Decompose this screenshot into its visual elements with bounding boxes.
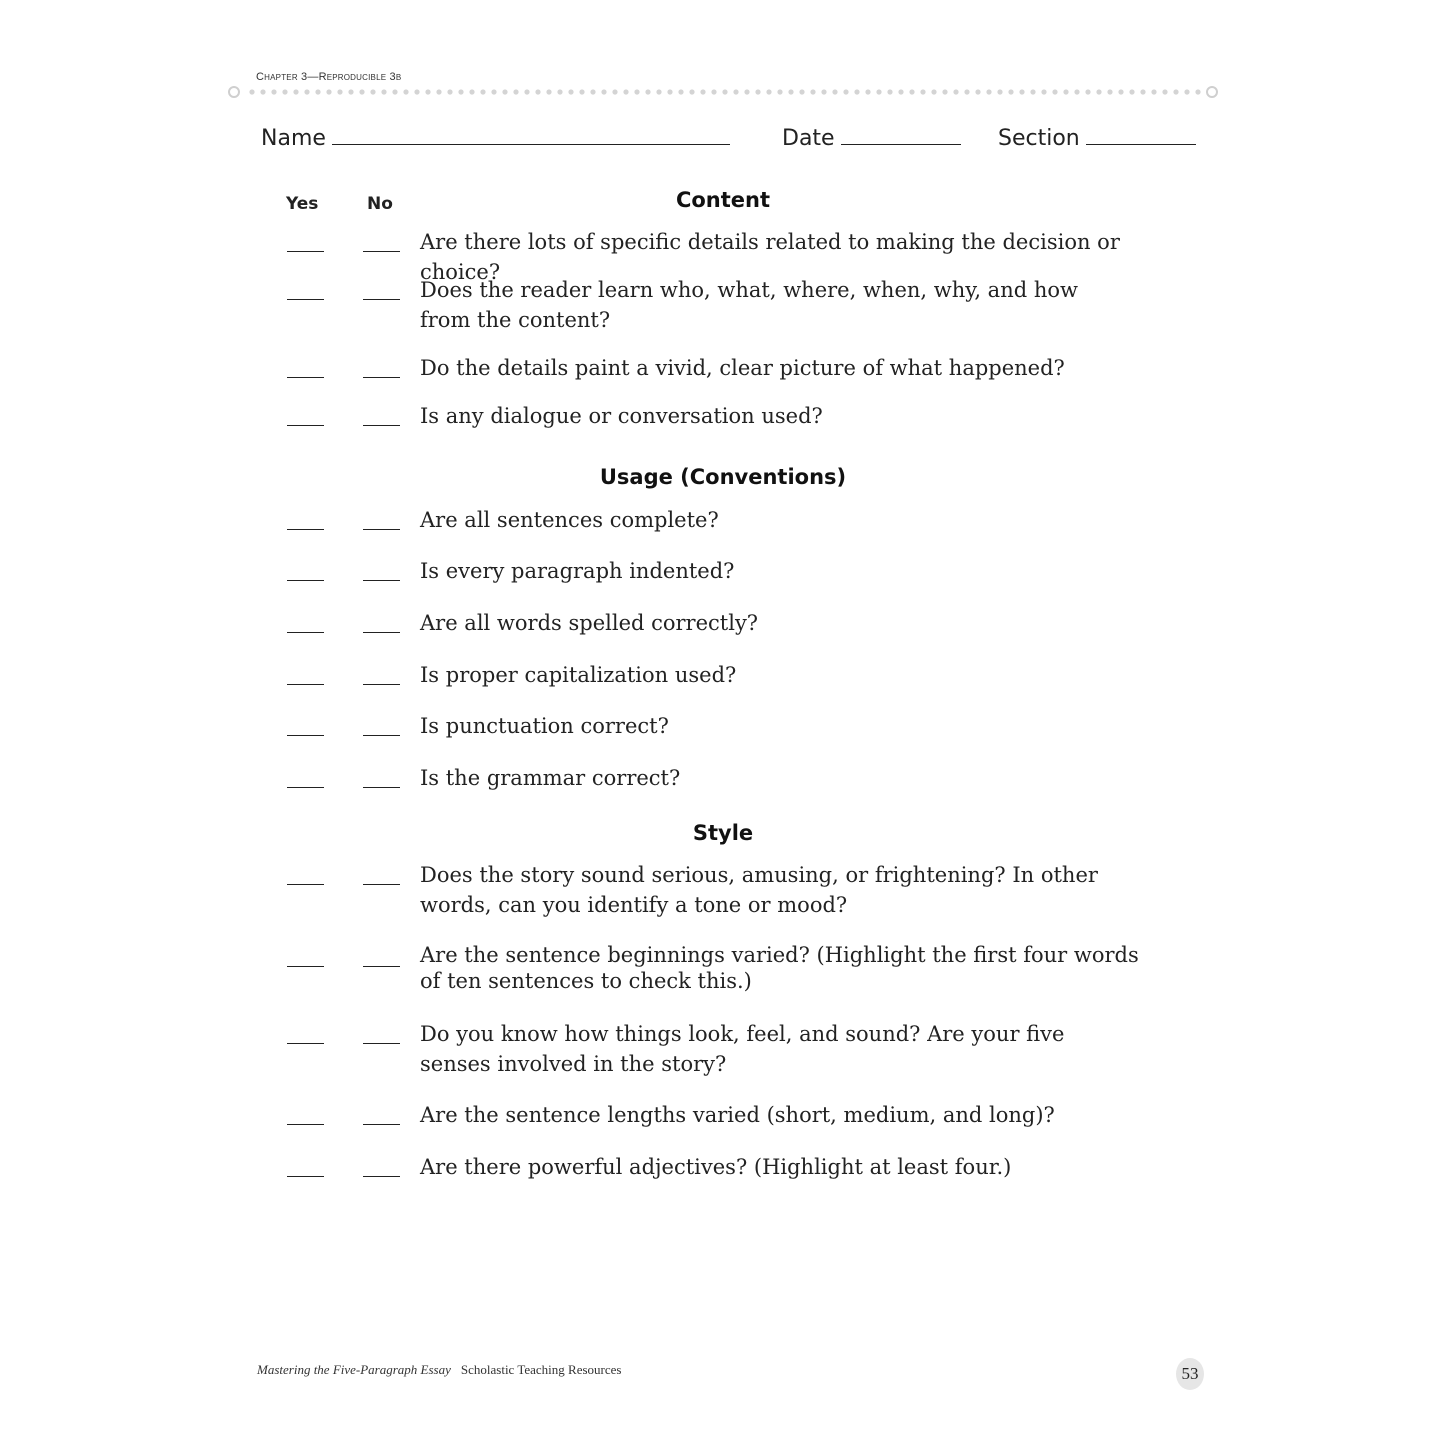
border-dot: [249, 89, 254, 94]
border-dot: [645, 89, 650, 94]
border-dot: [436, 89, 441, 94]
no-blank[interactable]: [363, 884, 400, 885]
no-blank[interactable]: [363, 735, 400, 736]
border-dot: [1162, 89, 1167, 94]
border-dot: [909, 89, 914, 94]
border-dot: [964, 89, 969, 94]
border-dot: [392, 89, 397, 94]
border-dot: [1008, 89, 1013, 94]
border-dot: [799, 89, 804, 94]
border-dot: [986, 89, 991, 94]
no-blank[interactable]: [363, 1176, 400, 1177]
question-text: Are there lots of specific details related to making the decision or choice?: [420, 230, 1120, 284]
border-dot: [480, 89, 485, 94]
section-field[interactable]: [998, 124, 1196, 151]
border-dot: [1173, 89, 1178, 94]
border-dot: [1030, 89, 1035, 94]
no-blank[interactable]: [363, 1043, 400, 1044]
border-dot: [557, 89, 562, 94]
border-dot: [1074, 89, 1079, 94]
border-dot: [1063, 89, 1068, 94]
border-dot: [843, 89, 848, 94]
border-dot: [975, 89, 980, 94]
border-dot: [337, 89, 342, 94]
border-dot: [931, 89, 936, 94]
border-dot: [700, 89, 705, 94]
border-dot: [535, 89, 540, 94]
style-section-title: Style: [692, 821, 754, 845]
border-dot: [293, 89, 298, 94]
content-section-title: Content: [675, 188, 771, 212]
border-dot: [920, 89, 925, 94]
border-dot: [997, 89, 1002, 94]
border-dot: [711, 89, 716, 94]
yes-blank[interactable]: [287, 1176, 324, 1177]
border-dot: [469, 89, 474, 94]
border-dot: [876, 89, 881, 94]
yes-blank[interactable]: [287, 580, 324, 581]
question-text: Are there powerful adjectives? (Highlight at least four.): [420, 1155, 1012, 1179]
yes-blank[interactable]: [287, 251, 324, 252]
yes-blank[interactable]: [287, 735, 324, 736]
border-dot: [414, 89, 419, 94]
border-dot: [326, 89, 331, 94]
border-dot: [381, 89, 386, 94]
border-dot: [403, 89, 408, 94]
border-dot: [348, 89, 353, 94]
yes-blank[interactable]: [287, 425, 324, 426]
border-dot: [568, 89, 573, 94]
yes-blank[interactable]: [287, 684, 324, 685]
border-dot: [524, 89, 529, 94]
chapter-label: Chapter 3—Reproducible 3b: [256, 71, 402, 83]
date-label: Date: [782, 126, 835, 151]
border-dot: [1085, 89, 1090, 94]
yes-blank[interactable]: [287, 529, 324, 530]
question-text: Are the sentence beginnings varied? (Highlight the first four words of ten sentences to check this.): [420, 943, 1139, 993]
section-blank[interactable]: [1086, 124, 1196, 145]
border-dot: [502, 89, 507, 94]
border-dot: [623, 89, 628, 94]
border-dot: [304, 89, 309, 94]
border-dot: [370, 89, 375, 94]
section-label: Section: [998, 126, 1080, 151]
border-dot: [854, 89, 859, 94]
border-dot: [1195, 89, 1200, 94]
question-text: Is punctuation correct?: [420, 714, 669, 738]
no-blank[interactable]: [363, 425, 400, 426]
border-dot: [689, 89, 694, 94]
usage-section-title: Usage (Conventions): [599, 465, 847, 489]
publisher: Scholastic Teaching Resources: [460, 1362, 622, 1377]
border-dot: [810, 89, 815, 94]
border-dot: [1019, 89, 1024, 94]
border-dot: [579, 89, 584, 94]
yes-blank[interactable]: [287, 632, 324, 633]
border-dot: [513, 89, 518, 94]
no-blank[interactable]: [363, 1124, 400, 1125]
border-dot: [1184, 89, 1189, 94]
name-field[interactable]: [261, 124, 730, 151]
book-title: Mastering the Five-Paragraph Essay: [257, 1362, 451, 1377]
border-dot: [887, 89, 892, 94]
border-dot: [1096, 89, 1101, 94]
question-text: Does the reader learn who, what, where, when, why, and how from the content?: [420, 278, 1078, 332]
question-text: Are all words spelled correctly?: [420, 611, 759, 635]
border-dot: [1107, 89, 1112, 94]
border-dot: [546, 89, 551, 94]
border-dot: [282, 89, 287, 94]
border-dot: [260, 89, 265, 94]
footer-credit: [257, 1362, 621, 1378]
border-dot: [1151, 89, 1156, 94]
student-info-row: [261, 124, 1191, 158]
no-column-header: No: [367, 194, 393, 214]
no-blank[interactable]: [363, 377, 400, 378]
border-dot: [953, 89, 958, 94]
yes-blank[interactable]: [287, 1124, 324, 1125]
border-dot: [722, 89, 727, 94]
border-dot: [788, 89, 793, 94]
border-dot: [733, 89, 738, 94]
yes-blank[interactable]: [287, 966, 324, 967]
no-blank[interactable]: [363, 966, 400, 967]
border-dot: [766, 89, 771, 94]
yes-blank[interactable]: [287, 1043, 324, 1044]
border-dot: [667, 89, 672, 94]
border-dot: [458, 89, 463, 94]
border-dot: [634, 89, 639, 94]
no-blank[interactable]: [363, 632, 400, 633]
border-dot: [425, 89, 430, 94]
border-dot: [821, 89, 826, 94]
border-dot: [656, 89, 661, 94]
no-blank[interactable]: [363, 529, 400, 530]
yes-blank[interactable]: [287, 299, 324, 300]
border-dot: [1129, 89, 1134, 94]
border-dot: [447, 89, 452, 94]
border-dot: [590, 89, 595, 94]
border-dot: [1041, 89, 1046, 94]
border-dot: [359, 89, 364, 94]
border-dot: [1118, 89, 1123, 94]
no-blank[interactable]: [363, 684, 400, 685]
yes-blank[interactable]: [287, 787, 324, 788]
no-blank[interactable]: [363, 580, 400, 581]
border-dot: [491, 89, 496, 94]
date-blank[interactable]: [841, 124, 961, 145]
border-dot: [315, 89, 320, 94]
question-text: Do the details paint a vivid, clear picture of what happened?: [420, 356, 1065, 380]
decorative-dot-border: [226, 82, 1222, 100]
question-text: Do you know how things look, feel, and sound? Are your five senses involved in the story?: [420, 1022, 1065, 1076]
no-blank[interactable]: [363, 299, 400, 300]
page-number: 53: [1176, 1358, 1204, 1390]
border-dot: [755, 89, 760, 94]
border-dot: [271, 89, 276, 94]
border-dot: [865, 89, 870, 94]
no-blank[interactable]: [363, 251, 400, 252]
question-text: Is every paragraph indented?: [420, 559, 735, 583]
border-dot: [942, 89, 947, 94]
border-dot: [744, 89, 749, 94]
border-dot: [1052, 89, 1057, 94]
border-dot: [1140, 89, 1145, 94]
name-blank[interactable]: [332, 124, 730, 145]
border-dot: [612, 89, 617, 94]
yes-blank[interactable]: [287, 377, 324, 378]
question-text: Is the grammar correct?: [420, 766, 681, 790]
yes-blank[interactable]: [287, 884, 324, 885]
question-text: Are the sentence lengths varied (short, medium, and long)?: [420, 1103, 1055, 1127]
question-text: Is proper capitalization used?: [420, 663, 737, 687]
question-text: Is any dialogue or conversation used?: [420, 404, 823, 428]
no-blank[interactable]: [363, 787, 400, 788]
border-dot: [678, 89, 683, 94]
date-field[interactable]: [782, 124, 961, 151]
border-dot: [898, 89, 903, 94]
name-label: Name: [261, 126, 326, 151]
yes-column-header: Yes: [286, 194, 319, 214]
border-dot: [601, 89, 606, 94]
border-dot: [777, 89, 782, 94]
question-text: Does the story sound serious, amusing, or frightening? In other words, can you identify a tone or mood?: [420, 863, 1098, 917]
question-text: Are all sentences complete?: [420, 508, 719, 532]
border-dot: [832, 89, 837, 94]
